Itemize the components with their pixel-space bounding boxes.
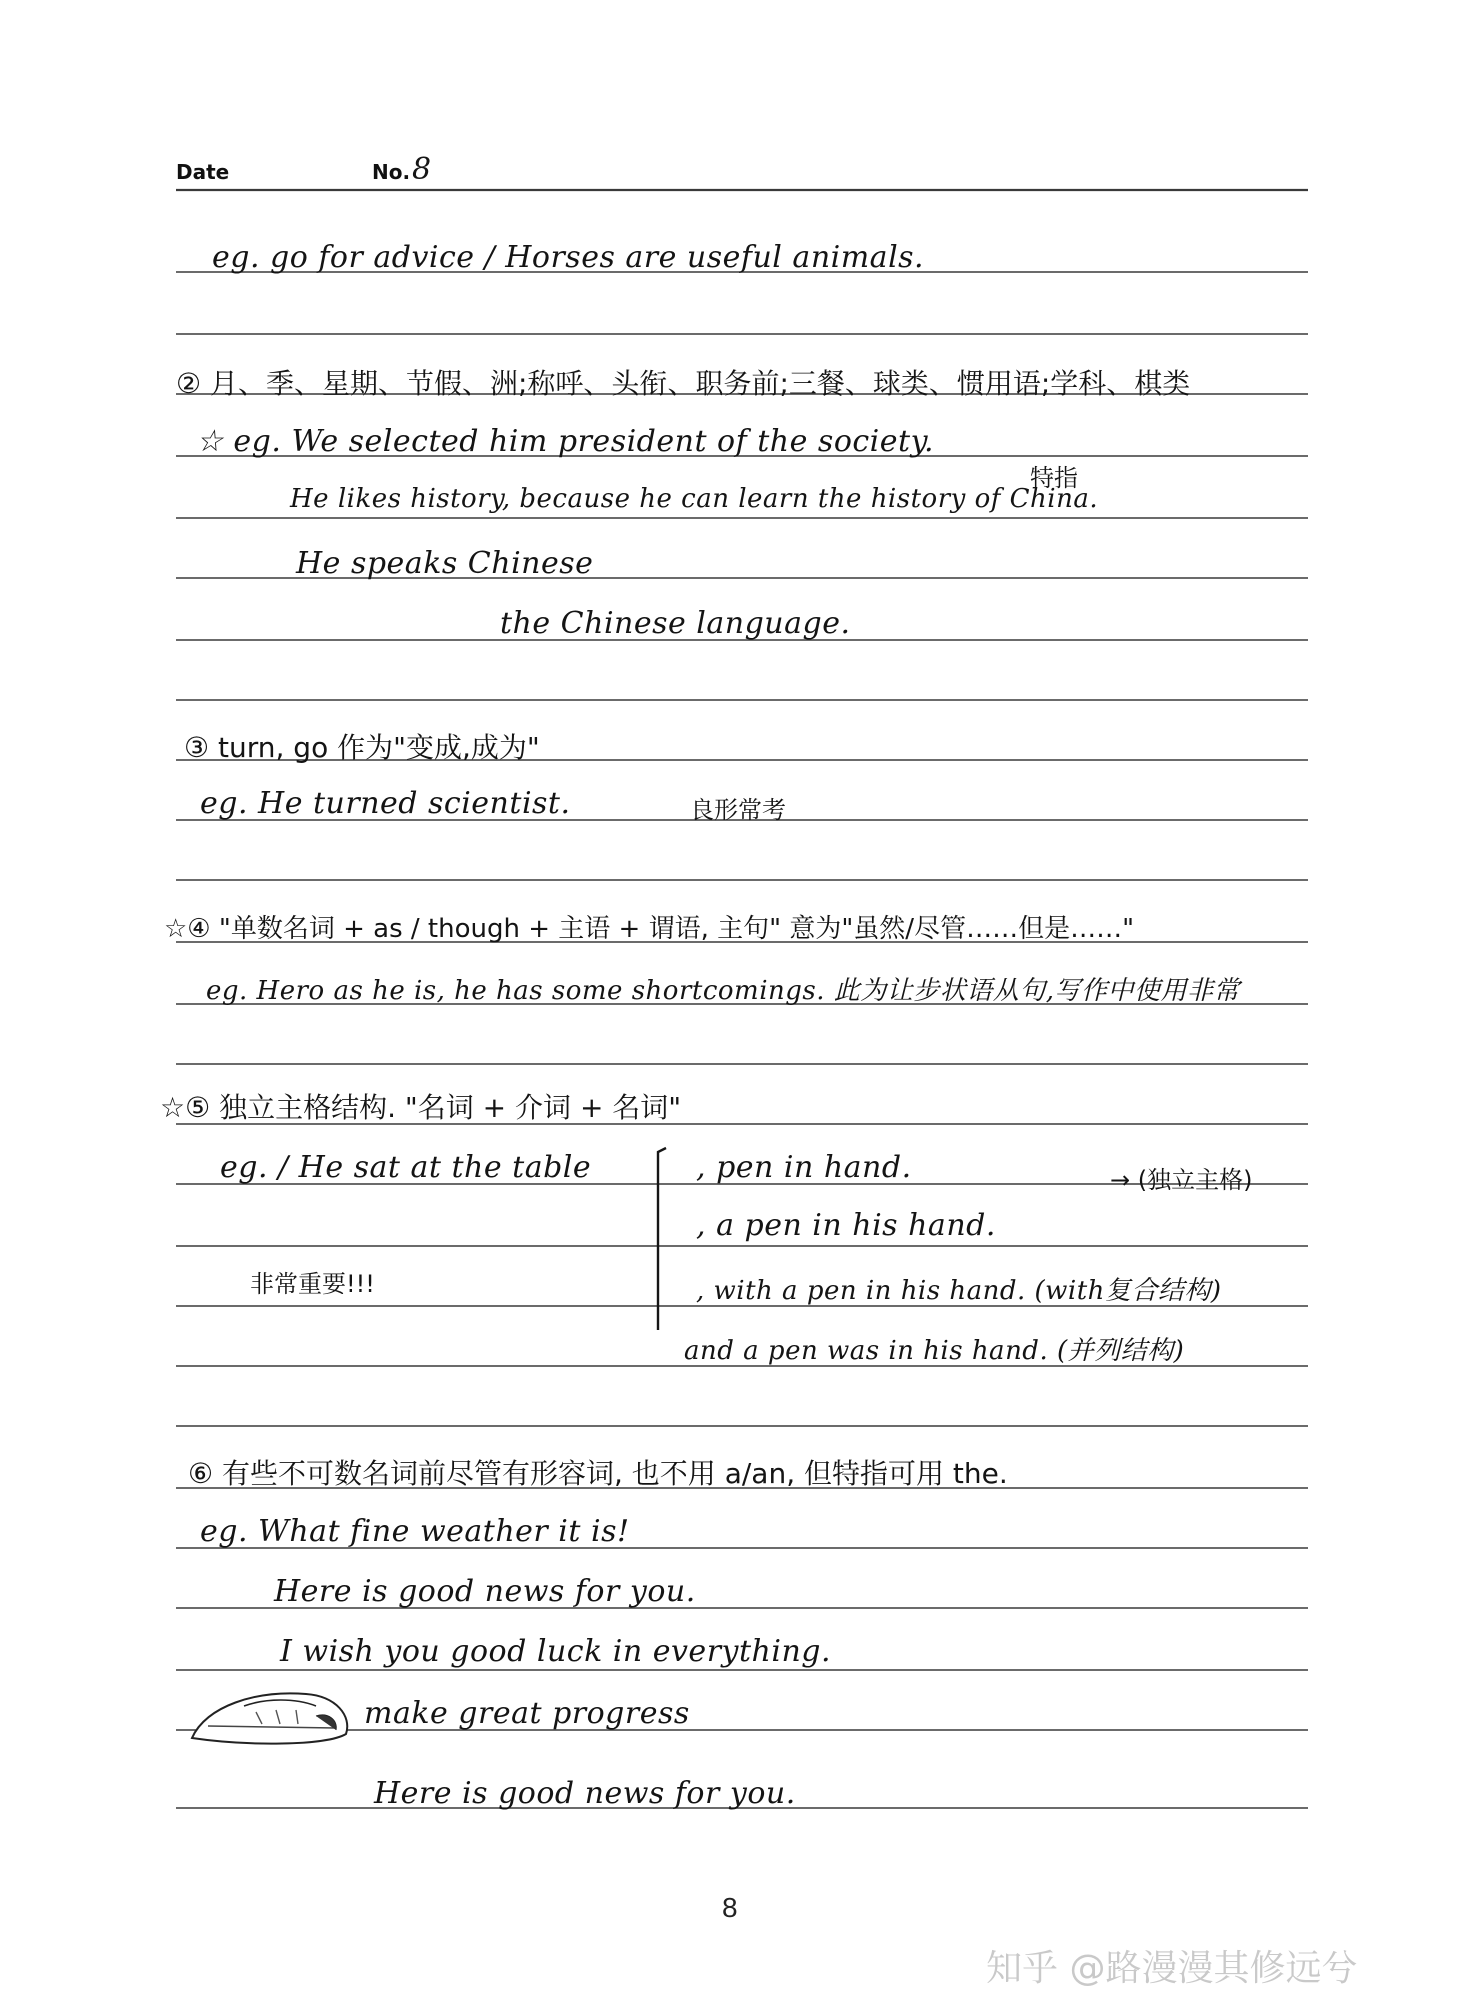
date-label: Date bbox=[176, 160, 230, 184]
rule-2-heading: ② 月、季、星期、节假、洲;称呼、头衔、职务前;三餐、球类、惯用语;学科、棋类 bbox=[176, 367, 1191, 400]
page-no-value: 8 bbox=[412, 152, 432, 187]
example-scientist: eg. He turned scientist. bbox=[200, 786, 571, 821]
example-table: eg. / He sat at the table bbox=[220, 1150, 592, 1185]
page-number: 8 bbox=[722, 1892, 738, 1923]
example-progress: make great progress bbox=[364, 1696, 690, 1731]
variant-and-a-pen: and a pen was in his hand. (并列结构) bbox=[684, 1336, 1185, 1366]
train-drawing bbox=[186, 1676, 356, 1756]
note-absolute: → (独立主格) bbox=[1110, 1166, 1253, 1194]
watermark: 知乎 @路漫漫其修远兮 bbox=[986, 1948, 1358, 1989]
note-often-tested: 良形常考 bbox=[690, 796, 786, 824]
example-society: ☆ eg. We selected him president of the society. bbox=[196, 424, 935, 459]
example-language: the Chinese language. bbox=[500, 606, 851, 641]
rule-5-heading: ☆⑤ 独立主格结构. "名词 + 介词 + 名词" bbox=[160, 1091, 682, 1124]
note-very-important: 非常重要!!! bbox=[250, 1270, 375, 1298]
rule-6-heading: ⑥ 有些不可数名词前尽管有形容词, 也不用 a/an, 但特指可用 the. bbox=[188, 1457, 1008, 1490]
variant-with-a-pen: , with a pen in his hand. (with复合结构) bbox=[696, 1276, 1222, 1306]
number-label: No. bbox=[372, 160, 411, 184]
brace-bracket bbox=[652, 1144, 682, 1334]
rule-4-heading: ☆④ "单数名词 + as / though + 主语 + 谓语, 主句" 意为"虽然/尽管……但是……" bbox=[164, 914, 1135, 944]
variant-a-pen: , a pen in his hand. bbox=[696, 1208, 996, 1243]
example-line-1: eg. go for advice / Horses are useful animals. bbox=[212, 240, 925, 275]
rule-3-heading: ③ turn, go 作为"变成,成为" bbox=[184, 731, 540, 764]
example-speaks: He speaks Chinese bbox=[296, 546, 594, 581]
example-good-news: Here is good news for you. bbox=[274, 1574, 696, 1609]
example-history: He likes history, because he can learn the history of China. bbox=[290, 484, 1099, 514]
example-hero: eg. Hero as he is, he has some shortcomings. 此为让步状语从句,写作中使用非常 bbox=[206, 976, 1241, 1006]
example-weather: eg. What fine weather it is! bbox=[200, 1514, 630, 1549]
example-good-news-2: Here is good news for you. bbox=[374, 1776, 796, 1811]
variant-pen-in-hand: , pen in hand. bbox=[696, 1150, 912, 1185]
note-specific: 特指 bbox=[1030, 464, 1078, 492]
example-good-luck: I wish you good luck in everything. bbox=[280, 1634, 832, 1669]
